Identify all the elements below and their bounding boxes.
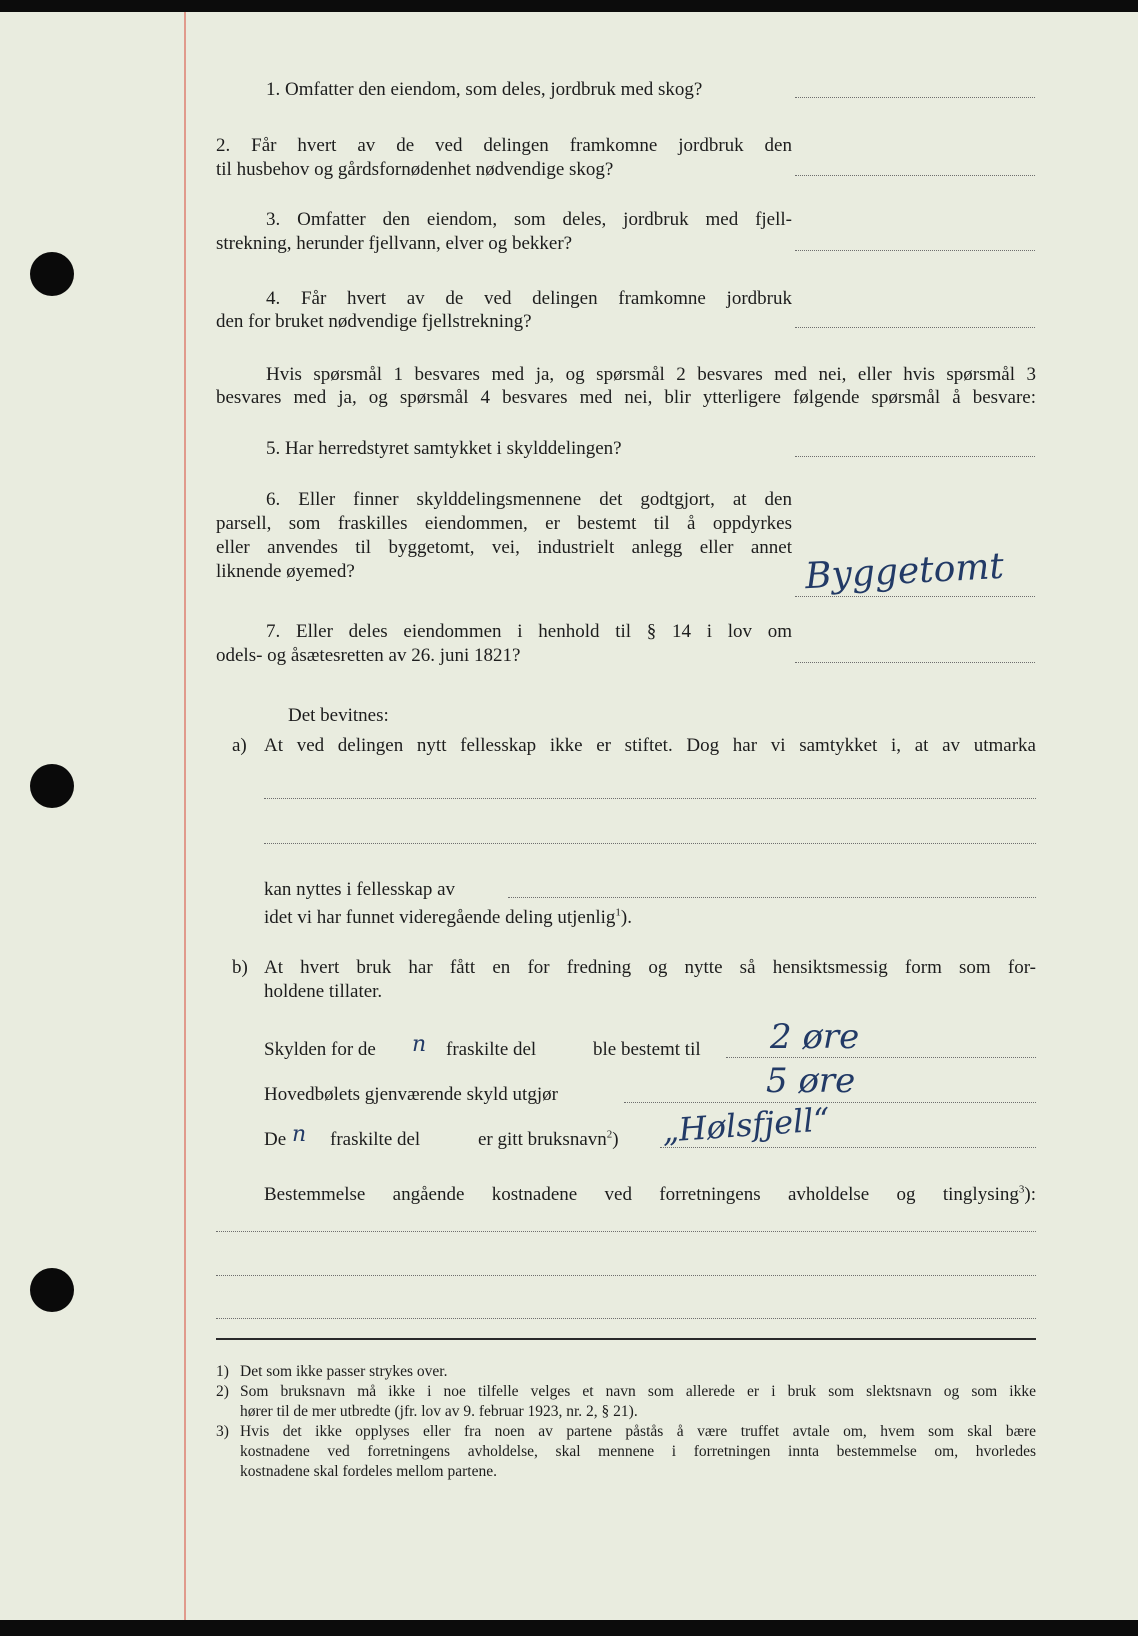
attest-a-label: a) <box>232 735 247 756</box>
skyld-label-a: Skylden for de <box>264 1039 376 1060</box>
footnote-2-mark: 2) <box>216 1383 229 1400</box>
attest-a-deemed <box>264 906 632 930</box>
question-7-line-1: 7. Eller deles eiendommen i henhold til § 14 i lov om <box>266 621 792 642</box>
question-6-line-3: eller anvendes til byggetomt, vei, industrielt anlegg eller annet <box>216 537 792 558</box>
condition-line-1: Hvis spørsmål 1 besvares med ja, og spørsmål 2 besvares med nei, eller hvis spørsmål 3 <box>266 364 1036 385</box>
bestemmelse-line-1[interactable] <box>216 1231 1036 1232</box>
footnote-separator <box>216 1338 1036 1340</box>
navn-handwritten-n: n <box>292 1122 307 1147</box>
navn-label-c <box>478 1128 619 1152</box>
attest-heading: Det bevitnes: <box>288 705 389 726</box>
footnote-ref-3: 3 <box>1018 1183 1025 1196</box>
question-2-line-1: 2. Får hvert av de ved delingen framkomne jordbruk den <box>216 135 792 156</box>
punch-hole <box>30 764 74 808</box>
hoved-value-line[interactable] <box>624 1102 1036 1103</box>
bestemmelse-line-3[interactable] <box>216 1318 1036 1319</box>
footnote-2-line-1: Som bruksnavn må ikke i noe tilfelle velges et navn som allerede er i bruk som slektsnavn og som ikke <box>240 1383 1036 1400</box>
margin-rule <box>184 12 186 1620</box>
document-page <box>0 12 1138 1620</box>
bestemmelse-end: ): <box>1024 1184 1036 1205</box>
attest-a-common: kan nyttes i fellesskap av <box>264 879 456 900</box>
attest-b-line-1: At hvert bruk har fått en for fredning og nytte så hensiktsmessig form som for- <box>264 957 1036 978</box>
attest-a-deemed-end: ). <box>620 907 632 928</box>
footnote-3-mark: 3) <box>216 1423 229 1440</box>
navn-label-a: De <box>264 1129 287 1150</box>
navn-value-line[interactable] <box>660 1147 1036 1148</box>
attest-b-label: b) <box>232 957 248 978</box>
question-6-line-1: 6. Eller finner skylddelingsmennene det godtgjort, at den <box>266 489 792 510</box>
answer-line-7[interactable] <box>795 662 1035 663</box>
hoved-label: Hovedbølets gjenværende skyld utgjør <box>264 1084 558 1105</box>
answer-line-4[interactable] <box>795 327 1035 328</box>
answer-line-2[interactable] <box>795 175 1035 176</box>
skyld-handwritten-n: n <box>412 1032 427 1057</box>
attest-a-deemed-text: idet vi har funnet videregående deling utjenlig <box>264 907 616 928</box>
question-6-line-2: parsell, som fraskilles eiendommen, er bestemt til å oppdyrkes <box>216 513 792 534</box>
question-4-line-2: den for bruket nødvendige fjellstrekning? <box>216 311 532 332</box>
question-6-line-4: liknende øyemed? <box>216 561 355 582</box>
skyld-label-c: ble bestemt til <box>593 1039 701 1060</box>
navn-label-c-end: ) <box>612 1129 619 1150</box>
answer-6-handwriting: Byggetomt <box>804 545 1005 598</box>
skyld-label-b: fraskilte del <box>446 1039 537 1060</box>
answer-line-5[interactable] <box>795 456 1035 457</box>
footnote-2-line-2: hører til de mer utbredte (jfr. lov av 9. februar 1923, nr. 2, § 21). <box>240 1403 638 1420</box>
skyld-value-line[interactable] <box>726 1057 1036 1058</box>
footnote-3-line-3: kostnadene skal fordeles mellom partene. <box>240 1463 497 1480</box>
question-4-line-1: 4. Får hvert av de ved delingen framkomne jordbruk <box>266 288 792 309</box>
bestemmelse-text: Bestemmelse angående kostnadene ved forretningens avholdelse og tinglysing <box>264 1184 1019 1205</box>
attest-a-common-line[interactable] <box>508 897 1036 898</box>
footnote-ref-1: 1 <box>615 906 621 919</box>
bestemmelse-line-2[interactable] <box>216 1275 1036 1276</box>
answer-line-1[interactable] <box>795 97 1035 98</box>
punch-hole <box>30 252 74 296</box>
hoved-value-handwriting: 5 øre <box>766 1061 856 1101</box>
navn-label-c-text: er gitt bruksnavn <box>478 1129 607 1150</box>
footnote-1: Det som ikke passer strykes over. <box>240 1363 448 1380</box>
footnote-3-line-1: Hvis det ikke opplyses eller fra noen av partene påstås å være truffet avtale om, hvem som skal bære <box>240 1423 1036 1440</box>
punch-hole <box>30 1268 74 1312</box>
navn-value-handwriting: „Hølsfjell“ <box>660 1100 832 1150</box>
attest-a-line-2[interactable] <box>264 843 1036 844</box>
footnote-1-mark: 1) <box>216 1363 229 1380</box>
question-3-line-1: 3. Omfatter den eiendom, som deles, jordbruk med fjell- <box>266 209 792 230</box>
question-1: 1. Omfatter den eiendom, som deles, jordbruk med skog? <box>266 79 703 100</box>
attest-b-line-2: holdene tillater. <box>264 981 383 1002</box>
attest-a-line-1[interactable] <box>264 798 1036 799</box>
question-5: 5. Har herredstyret samtykket i skylddelingen? <box>266 438 622 459</box>
question-7-line-2: odels- og åsætesretten av 26. juni 1821? <box>216 645 521 666</box>
attest-a-text: At ved delingen nytt fellesskap ikke er stiftet. Dog har vi samtykket i, at av utmarka <box>264 735 1036 756</box>
bestemmelse-label <box>264 1183 1036 1207</box>
skyld-value-handwriting: 2 øre <box>770 1017 860 1057</box>
answer-line-3[interactable] <box>795 250 1035 251</box>
answer-line-6[interactable] <box>795 596 1035 597</box>
navn-label-b: fraskilte del <box>330 1129 421 1150</box>
footnote-ref-2: 2 <box>606 1128 613 1141</box>
question-3-line-2: strekning, herunder fjellvann, elver og bekker? <box>216 233 573 254</box>
question-2-line-2: til husbehov og gårdsfornødenhet nødvendige skog? <box>216 159 614 180</box>
condition-line-2: besvares med ja, og spørsmål 4 besvares med nei, blir ytterligere følgende spørsmål å besvare: <box>216 387 1036 408</box>
footnote-3-line-2: kostnadene ved forretningens avholdelse, skal mennene i forretningen innta bestemmelse om, hvorledes <box>240 1443 1036 1460</box>
